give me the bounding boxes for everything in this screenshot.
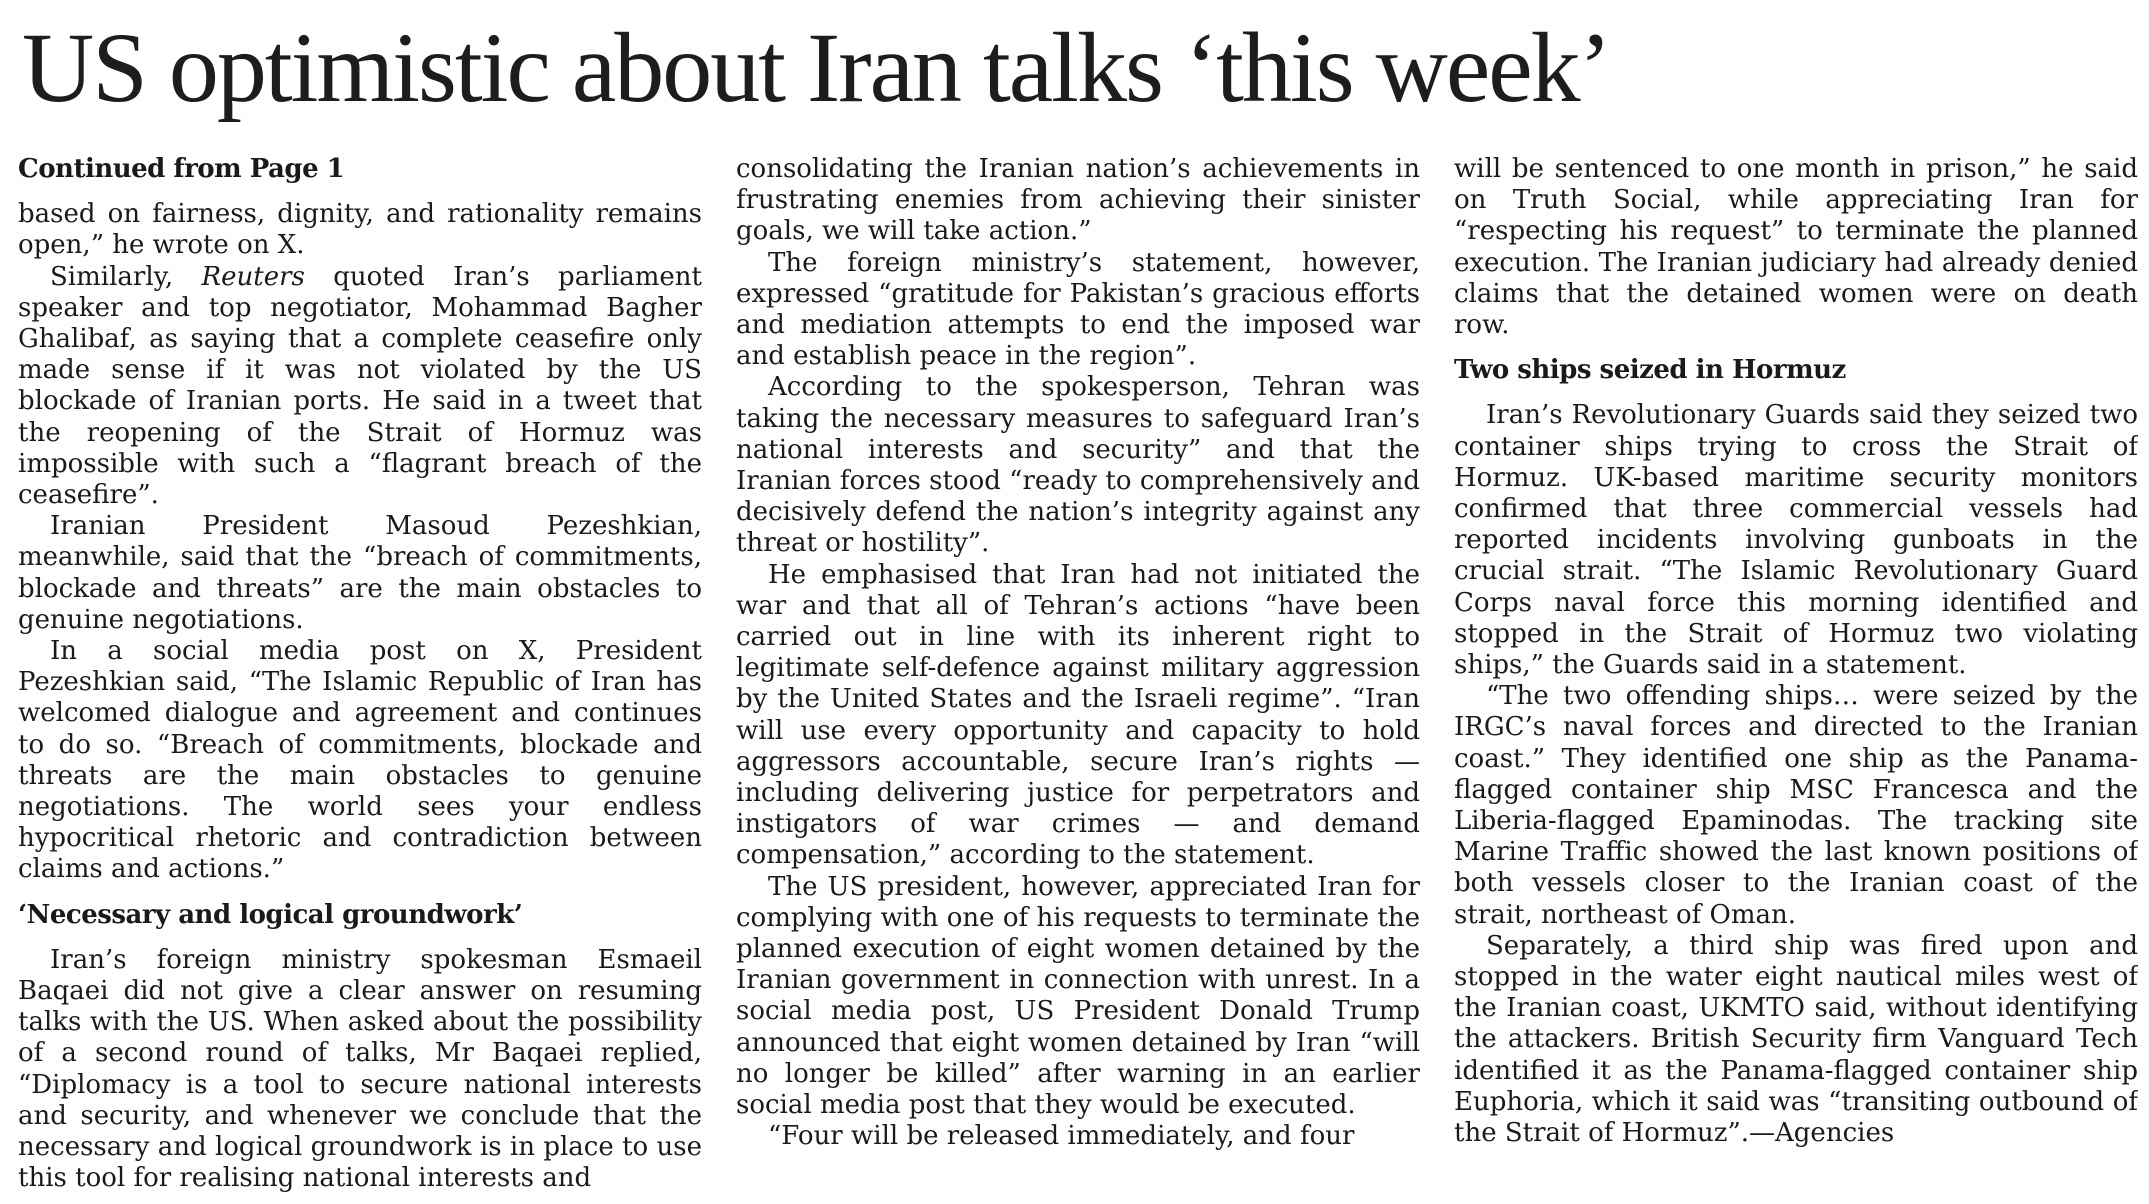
paragraph: Iran’s foreign ministry spokesman Esmaeil Baqaei did not give a clear answer on resuming talks with the US. When asked about the possibility of a second round of talks, Mr Baqaei replied, “Diplomacy is a tool to secure national interests and security, and whenever we conclude that the necessary and logical groundwork is in place to use this tool for realising national interests and <box>18 944 702 1194</box>
paragraph: In a social media post on X, President Pezeshkian said, “The Islamic Republic of Iran has welcomed dialogue and agreement and continues to do so. “Breach of commitments, blockade and threats are the main obstacles to genuine negotiations. The world sees your endless hypocritical rhetoric and contradiction between claims and actions.” <box>18 636 702 885</box>
article-headline: US optimistic about Iran talks ‘this week’ <box>22 12 1610 123</box>
paragraph: Separately, a third ship was fired upon and stopped in the water eight nautical miles west of the Iranian coast, UKMTO said, without identifying the attackers. British Security firm Vanguard Tech identified it as the Panama-flagged container ship Euphoria, which it said was “transiting outbound of the Strait of Hormuz”.—Agencies <box>1454 930 2138 1149</box>
paragraph <box>18 262 702 512</box>
source-name: Reuters <box>201 261 305 292</box>
paragraph: consolidating the Iranian nation’s achievements in frustrating enemies from achieving their sinister goals, we will take action.” <box>736 154 1420 247</box>
section-subhead: ‘Necessary and logical groundwork’ <box>18 899 523 930</box>
column-3 <box>1454 154 2138 1194</box>
column-1 <box>18 154 702 1194</box>
paragraph: The foreign ministry’s statement, however, expressed “gratitude for Pakistan’s gracious efforts and mediation attempts to end the imposed war and establish peace in the region”. <box>736 247 1420 372</box>
column-2 <box>736 154 1420 1194</box>
paragraph: Iran’s Revolutionary Guards said they seized two container ships trying to cross the Strait of Hormuz. UK-based maritime security monitors confirmed that three commercial vessels had reported incidents involving gunboats in the crucial strait. “The Islamic Revolutionary Guard Corps naval force this morning identified and stopped in the Strait of Hormuz two violating ships,” the Guards said in a statement. <box>1454 400 2138 681</box>
article-columns <box>18 154 2138 1194</box>
paragraph: based on fairness, dignity, and rationality remains open,” he wrote on X. <box>18 199 702 261</box>
paragraph: “Four will be released immediately, and four <box>768 1121 1355 1152</box>
paragraph: According to the spokesperson, Tehran was taking the necessary measures to safeguard Iran’s national interests and security” and that the Iranian forces stood “ready to comprehensively and decisively defend the nation’s integrity against any threat or hostility”. <box>736 372 1420 559</box>
text-run: Similarly, <box>50 261 202 292</box>
text-run: quoted Iran’s parliament speaker and top negotiator, Mohammad Bagher Ghalibaf, as saying that a complete ceasefire only made sense if it was not violated by the US blockade of Iranian ports. He said in a tweet that the reopening of the Strait of Hormuz was impossible with such a “flagrant breach of the ceasefire”. <box>18 261 702 511</box>
section-subhead: Two ships seized in Hormuz <box>1454 355 1846 386</box>
paragraph: “The two offending ships… were seized by the IRGC’s naval forces and directed to the Iranian coast.” They identified one ship as the Panama-flagged container ship MSC Francesca and the Liberia-flagged Epaminodas. The tracking site Marine Traffic showed the last known positions of both vessels closer to the Iranian coast of the strait, northeast of Oman. <box>1454 681 2138 930</box>
paragraph: The US president, however, appreciated Iran for complying with one of his requests to terminate the planned execution of eight women detained by the Iranian government in connection with unrest. In a social media post, US President Donald Trump announced that eight women detained by Iran “will no longer be killed” after warning in an earlier social media post that they would be executed. <box>736 871 1420 1121</box>
paragraph: He emphasised that Iran had not initiated the war and that all of Tehran’s actions “have been carried out in line with its inherent right to legitimate self-defence against military aggression by the United States and the Israeli regime”. “Iran will use every opportunity and capacity to hold aggressors accountable, secure Iran’s rights — including delivering justice for perpetrators and instigators of war crimes — and demand compensation,” according to the statement. <box>736 559 1420 871</box>
paragraph: Iranian President Masoud Pezeshkian, meanwhile, said that the “breach of commitments, blockade and threats” are the main obstacles to genuine negotiations. <box>18 511 702 635</box>
paragraph: will be sentenced to one month in prison,” he said on Truth Social, while appreciating Iran for “respecting his request” to terminate the planned execution. The Iranian judiciary had already denied claims that the detained women were on death row. <box>1454 154 2138 341</box>
continued-from-label: Continued from Page 1 <box>18 154 345 184</box>
